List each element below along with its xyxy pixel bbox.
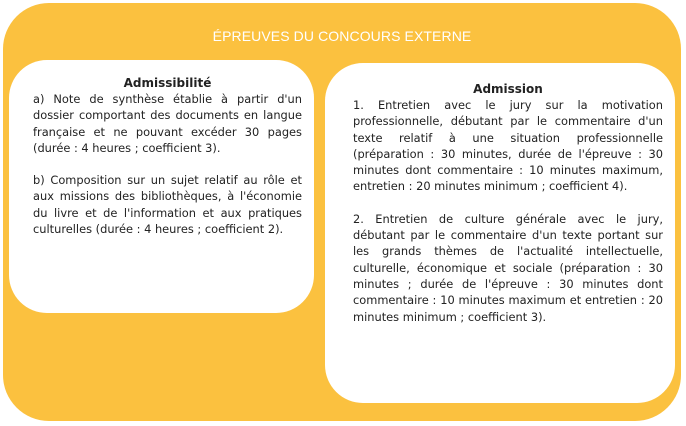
admission-heading: Admission bbox=[473, 82, 543, 96]
admission-item-1: 1. Entretien avec le jury sur la motivation professionnelle, débutant par le commentaire d'un texte relatif à une situation professionnelle (préparation : 30 minutes, durée de l'épreuve : 30 minutes dont commentaire : 10 minutes maximum, entretien : 20 minutes minimum ; coefficient 4). bbox=[353, 98, 663, 194]
admission-card bbox=[325, 63, 675, 403]
admissibilite-heading: Admissibilité bbox=[123, 76, 212, 90]
exam-overview-frame bbox=[3, 3, 681, 421]
admissibilite-card bbox=[9, 60, 314, 313]
spacer bbox=[33, 156, 302, 172]
admission-item-2: 2. Entretien de culture générale avec le jury, débutant par le commentaire d'un texte portant sur les grands thèmes de l'actualité intellectuelle, culturelle, économique et sociale (préparation : 30 minutes ; durée de l'épreuve : 30 minutes dont commentaire : 10 minutes maximum et entretien : 20 minutes minimum ; coefficient 3). bbox=[353, 211, 663, 324]
admissibilite-item-b: b) Composition sur un sujet relatif au rôle et aux missions des bibliothèques, à l'économie du livre et de l'information et aux pratiques culturelles (durée : 4 heures ; coefficient 2). bbox=[33, 173, 302, 237]
admissibilite-item-a: a) Note de synthèse établie à partir d'un dossier comportant des documents en langue française et ne pouvant excéder 30 pages (durée : 4 heures ; coefficient 3). bbox=[33, 92, 302, 155]
page-title: ÉPREUVES DU CONCOURS EXTERNE bbox=[212, 28, 472, 44]
spacer bbox=[353, 195, 663, 211]
